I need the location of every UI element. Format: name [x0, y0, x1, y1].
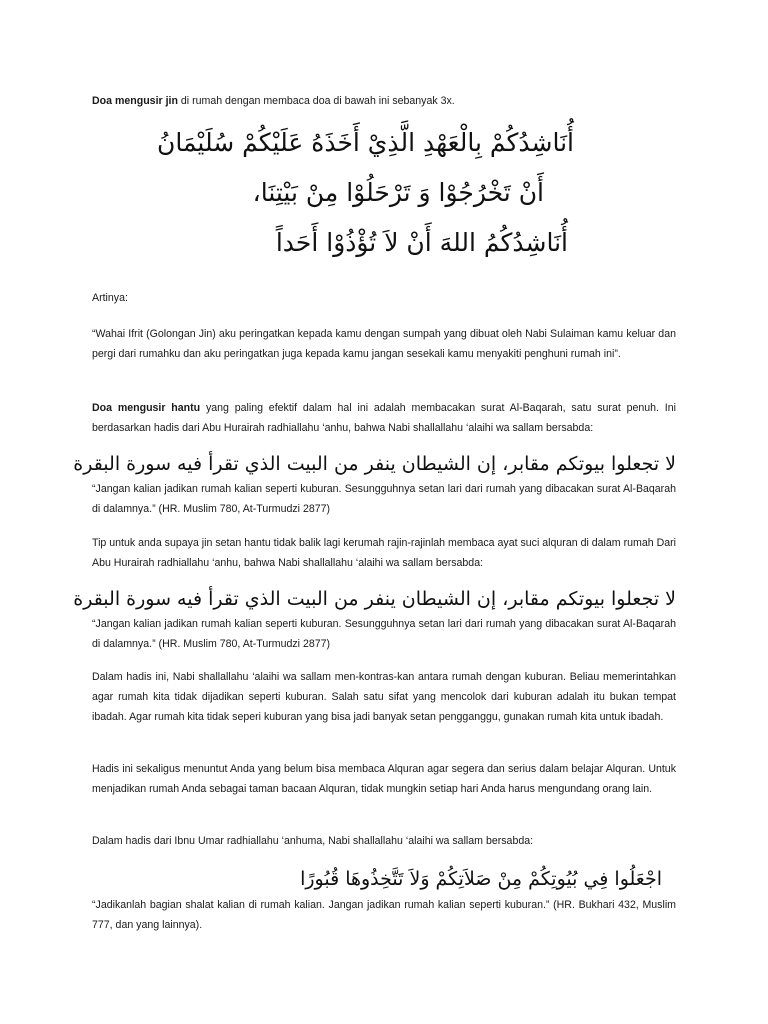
artinya-label: Artinya: [92, 292, 128, 304]
document-page [73, 0, 676, 1024]
tip-paragraph: Tip untuk anda supaya jin setan hantu tidak balik lagi kerumah rajin-rajinlah membaca ayat suci alquran di dalam rumah Dari Abu Hurairah radhiallahu ‘anhu, bahwa Nabi shallallahu ‘alaihi wa sallam bersabda: [92, 537, 676, 569]
doa-jin-arabic-line-3: أُنَاشِدُكُمُ اللهَ أَنْ لاَ تُؤْذُوْا أَحَداً [275, 228, 568, 257]
ibnu-umar-intro: Dalam hadis dari Ibnu Umar radhiallahu ‘anhuma, Nabi shallallahu ‘alaihi wa sallam bersabda: [92, 835, 534, 847]
hadith-3-arabic: اجْعَلُوا فِي بُيُوتِكُمْ مِنْ صَلاَتِكُمْ وَلاَ تَتَّخِذُوهَا قُبُورًا [300, 868, 662, 890]
hadith-2-arabic: لا تجعلوا بيوتكم مقابر، إن الشيطان ينفر من البيت الذي تقرأ فيه سورة البقرة [73, 588, 676, 610]
explanation-paragraph-2: Hadis ini sekaligus menuntut Anda yang belum bisa membaca Alquran agar segera dan serius dalam belajar Alquran. Untuk menjadikan rumah Anda sebagai taman bacaan Alquran, tidak mungkin setiap hari Anda harus mengundang orang lain. [92, 763, 676, 795]
hantu-text: yang paling efektif dalam hal ini adalah membacakan surat Al-Baqarah, satu surat penuh. Ini berdasarkan hadis dari Abu Hurairah radhiallahu ‘anhu, bahwa Nabi shallallahu ‘alaihi wa sallam bersabda: [92, 402, 676, 434]
hantu-bold-title: Doa mengusir hantu [92, 402, 201, 414]
hantu-paragraph [92, 398, 676, 438]
hadith-2-translation: “Jangan kalian jadikan rumah kalian seperti kuburan. Sesungguhnya setan lari dari rumah yang dibacakan surat Al-Baqarah di dalamnya.” (HR. Muslim 780, At-Turmudzi 2877) [92, 618, 676, 650]
doa-jin-arabic-line-1: أُنَاشِدُكُمْ بِالْعَهْدِ الَّذِيْ أَخَذَهُ عَلَيْكُمْ سُلَيْمَانُ [156, 128, 574, 157]
intro-text: di rumah dengan membaca doa di bawah ini sebanyak 3x. [177, 95, 455, 107]
hadith-3-translation: “Jadikanlah bagian shalat kalian di rumah kalian. Jangan jadikan rumah kalian seperti kuburan.” (HR. Bukhari 432, Muslim 777, dan yang lainnya). [92, 899, 676, 931]
intro-bold-title: Doa mengusir jin [92, 95, 178, 107]
hadith-1-translation: “Jangan kalian jadikan rumah kalian seperti kuburan. Sesungguhnya setan lari dari rumah yang dibacakan surat Al-Baqarah di dalamnya.” (HR. Muslim 780, At-Turmudzi 2877) [92, 483, 676, 515]
doa-jin-arabic-image [156, 118, 574, 278]
hadith-1-arabic: لا تجعلوا بيوتكم مقابر، إن الشيطان ينفر من البيت الذي تقرأ فيه سورة البقرة [73, 453, 676, 475]
artinya-translation: “Wahai Ifrit (Golongan Jin) aku peringatkan kepada kamu dengan sumpah yang dibuat oleh Nabi Sulaiman kamu keluar dan pergi dari rumahku dan aku peringatkan juga kepada kamu jangan sesekali kamu menyakiti penghuni rumah ini”. [92, 328, 676, 360]
explanation-paragraph-1: Dalam hadis ini, Nabi shallallahu ‘alaihi wa sallam men-kontras-kan antara rumah dengan kuburan. Beliau memerintahkan agar rumah kita tidak dijadikan seperti kuburan. Salah satu sifat yang mencolok dari kuburan adalah itu bukan tempat ibadah. Agar rumah kita tidak seperi kuburan yang bisa jadi banyak setan pengganggu, gunakan rumah kita untuk ibadah. [92, 671, 676, 723]
doa-jin-arabic-line-2: أَنْ تَخْرُجُوْا وَ تَرْحَلُوْا مِنْ بَيْتِنَا، [252, 178, 544, 207]
intro-paragraph [92, 91, 676, 111]
